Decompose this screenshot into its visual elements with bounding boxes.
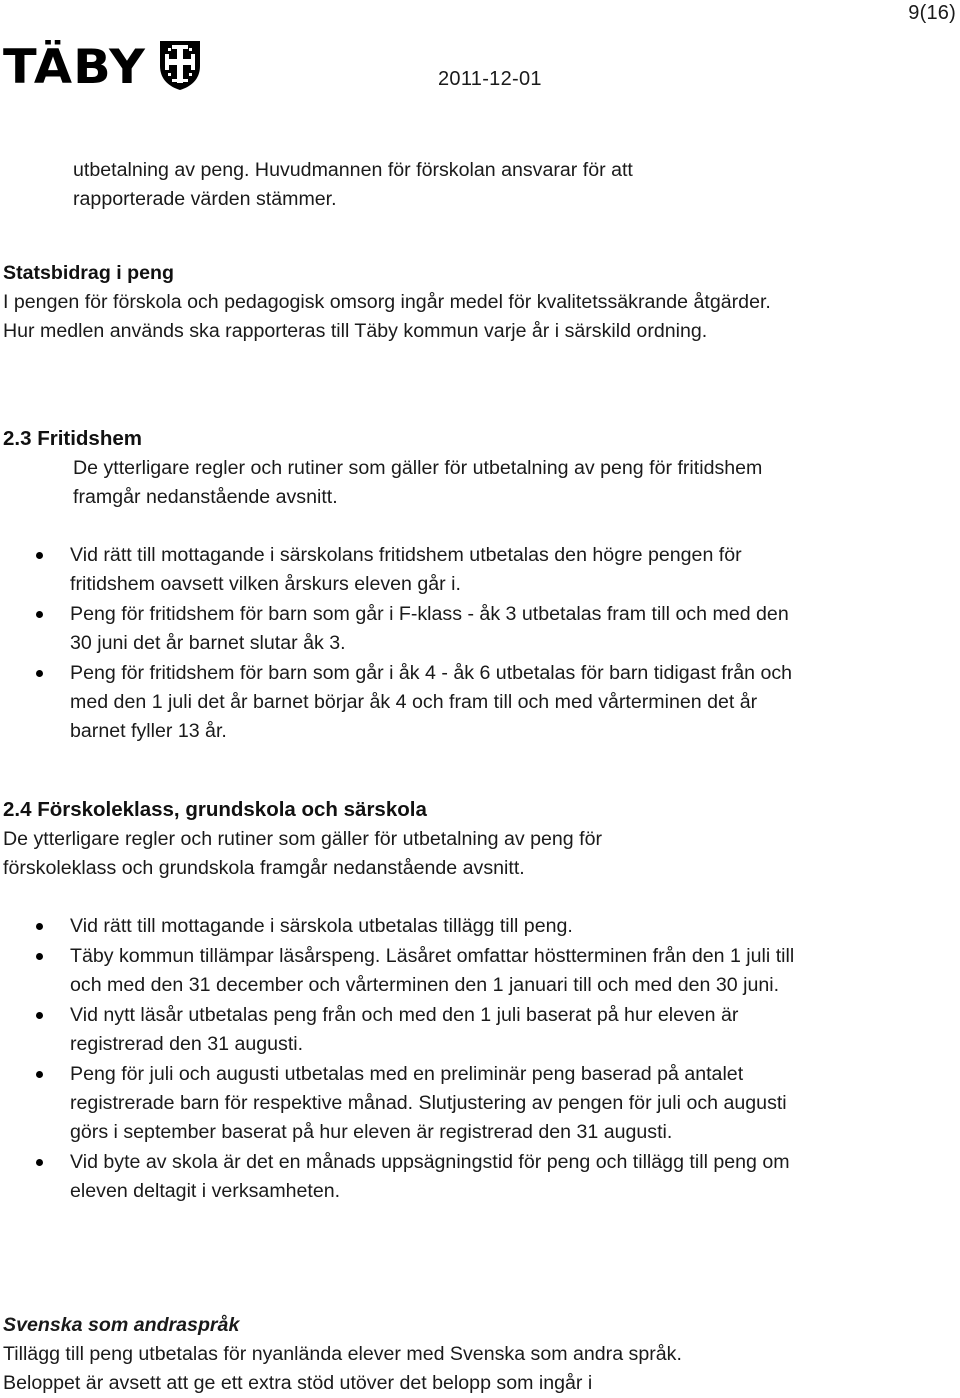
section-2-4-heading: 2.4 Förskoleklass, grundskola och särskola — [3, 798, 427, 821]
taby-coat-of-arms-icon — [157, 38, 203, 97]
statsbidrag-heading: Statsbidrag i peng — [3, 262, 174, 284]
bullet-icon — [36, 552, 43, 559]
intro-line-1: utbetalning av peng. Huvudmannen för förskolan ansvarar för att — [73, 159, 633, 181]
intro-paragraph — [73, 156, 863, 214]
logo-wordmark: TÄBY — [3, 39, 146, 95]
list-item — [0, 541, 795, 599]
list-item — [0, 1060, 795, 1147]
section-2-3-paragraph: De ytterligare regler och rutiner som gäller för utbetalning av peng för fritidshem framgår nedanstående avsnitt. — [73, 457, 763, 508]
section-2-3-heading: 2.3 Fritidshem — [3, 427, 142, 450]
list-item — [0, 659, 795, 746]
bullet-icon — [36, 1012, 43, 1019]
list-item — [0, 1001, 795, 1059]
svenska-line-2: Beloppet är avsett att ge ett extra stöd utöver det belopp som ingår i — [3, 1372, 593, 1394]
list-item-text: Vid byte av skola är det en månads uppsägningstid för peng och tillägg till peng om eleven deltagit i verksamheten. — [70, 1151, 790, 1202]
svenska-paragraph — [3, 1340, 903, 1398]
list-item-text: Vid rätt till mottagande i särskola utbetalas tillägg till peng. — [70, 915, 573, 937]
bullet-icon — [36, 611, 43, 618]
bullet-icon — [36, 1159, 43, 1166]
intro-line-2: rapporterade värden stämmer. — [73, 188, 337, 210]
list-item-text: Peng för fritidshem för barn som går i F-klass - åk 3 utbetalas fram till och med den 30 juni det år barnet slutar åk 3. — [70, 603, 789, 654]
list-item — [0, 942, 795, 1000]
page-number: 9(16) — [908, 2, 956, 24]
taby-logo — [3, 38, 203, 97]
section-2-3-bullet-list — [0, 541, 795, 747]
svenska-line-1: Tillägg till peng utbetalas för nyanlända elever med Svenska som andra språk. — [3, 1343, 682, 1365]
list-item-text: Täby kommun tillämpar läsårspeng. Läsåret omfattar höstterminen från den 1 juli till och med den 31 december och vårterminen den 1 januari till och med den 30 juni. — [70, 945, 795, 996]
section-2-4-bullet-list — [0, 912, 795, 1207]
document-date: 2011-12-01 — [438, 68, 542, 90]
bullet-icon — [36, 923, 43, 930]
bullet-icon — [36, 1071, 43, 1078]
statsbidrag-paragraph: I pengen för förskola och pedagogisk omsorg ingår medel för kvalitetssäkrande åtgärder. Hur medlen används ska rapporteras till Täby kommun varje år i särskild ordning. — [3, 291, 771, 342]
bullet-icon — [36, 670, 43, 677]
section-2-4-paragraph: De ytterligare regler och rutiner som gäller för utbetalning av peng för förskoleklass och grundskola framgår nedanstående avsnitt. — [3, 828, 603, 879]
bullet-icon — [36, 953, 43, 960]
list-item — [0, 1148, 795, 1206]
list-item — [0, 912, 795, 941]
list-item-text: Peng för juli och augusti utbetalas med en preliminär peng baserad på antalet registrerade barn för respektive månad. Slutjustering av pengen för juli och augusti görs i september baserat på hur eleven är registrerad den 31 augusti. — [70, 1063, 787, 1143]
list-item — [0, 600, 795, 658]
list-item-text: Peng för fritidshem för barn som går i åk 4 - åk 6 utbetalas för barn tidigast från och med den 1 juli det år barnet börjar åk 4 och fram till och med vårterminen det år barnet fyller 13 år. — [70, 662, 793, 742]
list-item-text: Vid nytt läsår utbetalas peng från och med den 1 juli baserat på hur eleven är registrerad den 31 augusti. — [70, 1004, 739, 1055]
svenska-heading: Svenska som andraspråk — [3, 1314, 240, 1336]
list-item-text: Vid rätt till mottagande i särskolans fritidshem utbetalas den högre pengen för fritidshem oavsett vilken årskurs eleven går i. — [70, 544, 742, 595]
